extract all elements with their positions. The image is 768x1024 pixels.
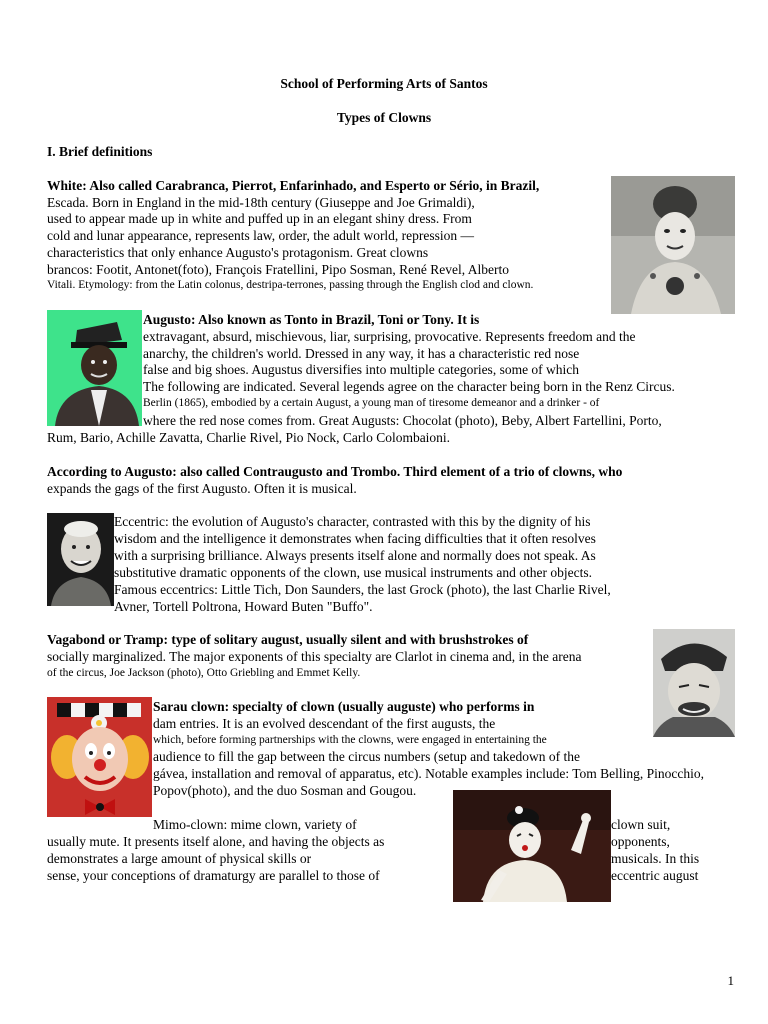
white-line: brancos: Footit, Antonet(foto), François Fratellini, Pipo Sosman, René Revel, Alberto bbox=[47, 262, 509, 277]
white-line: Escada. Born in England in the mid-18th century (Giuseppe and Joe Grimaldi), bbox=[47, 195, 475, 210]
mimo-line: sense, your conceptions of dramaturgy are parallel to those of bbox=[47, 868, 380, 883]
contraugusto-heading: According to Augusto: also called Contraugusto and Trombo. Third element of a trio of clowns, who bbox=[47, 464, 623, 479]
page-number: 1 bbox=[727, 973, 734, 988]
mime-photo bbox=[453, 790, 611, 902]
eccentric-line: wisdom and the intelligence it demonstrates when facing difficulties that it often resolves bbox=[114, 531, 596, 546]
mimo-right-line: musicals. In this bbox=[611, 851, 700, 866]
eccentric-line: with a surprising brilliance. Always presents itself alone and normally does not speak. As bbox=[114, 548, 596, 563]
vagabond-heading: Vagabond or Tramp: type of solitary august, usually silent and with brushstrokes of bbox=[47, 632, 529, 647]
vagabond-line: socially marginalized. The major exponents of this specialty are Clarlot in cinema and, in the arena bbox=[47, 649, 582, 664]
white-line: used to appear made up in white and puffed up in an elegant shiny dress. From bbox=[47, 211, 472, 226]
sarau-line: which, before forming partnerships with the clowns, were engaged in entertaining the bbox=[153, 734, 547, 746]
sarau-heading: Sarau clown: specialty of clown (usually auguste) who performs in bbox=[153, 699, 535, 714]
eccentric-line: Avner, Tortell Poltrona, Howard Buten "Buffo". bbox=[114, 599, 373, 614]
augusto-photo bbox=[47, 310, 142, 426]
vagabond-line: of the circus, Joe Jackson (photo), Otto Griebling and Emmet Kelly. bbox=[47, 667, 361, 679]
eccentric-line: Famous eccentrics: Little Tich, Don Saunders, the last Grock (photo), the last Charlie Rivel, bbox=[114, 582, 611, 597]
mimo-right-line: clown suit, bbox=[611, 817, 671, 832]
augusto-line: false and big shoes. Augustus diversifies into multiple categories, some of which bbox=[143, 362, 580, 377]
sarau-photo bbox=[47, 697, 152, 817]
white-line: Vitali. Etymology: from the Latin colonus, destripa-terrones, passing through the English clod and clown. bbox=[47, 279, 534, 291]
eccentric-photo bbox=[47, 513, 114, 606]
school-name: School of Performing Arts of Santos bbox=[280, 76, 488, 91]
augusto-line: where the red nose comes from. Great Augusts: Chocolat (photo), Beby, Albert Fartellini, Porto, bbox=[143, 413, 662, 428]
mimo-line: usually mute. It presents itself alone, and having the objects as bbox=[47, 834, 385, 849]
mimo-line: Mimo-clown: mime clown, variety of bbox=[153, 817, 357, 832]
section-heading: I. Brief definitions bbox=[47, 144, 153, 159]
contraugusto-line: expands the gags of the first Augusto. Often it is musical. bbox=[47, 481, 357, 496]
augusto-line: anarchy, the children's world. Dressed in any way, it has a characteristic red nose bbox=[143, 346, 580, 361]
augusto-heading: Augusto: Also known as Tonto in Brazil, Toni or Tony. It is bbox=[143, 312, 480, 327]
eccentric-line: substitutive dramatic opponents of the clown, use musical instruments and other objects. bbox=[114, 565, 593, 580]
mimo-right-line: opponents, bbox=[611, 834, 670, 849]
augusto-line: Berlin (1865), embodied by a certain August, a young man of tiresome demeanor and a drinker - of bbox=[143, 397, 600, 409]
sarau-line: dam entries. It is an evolved descendant of the first augusts, the bbox=[153, 716, 496, 731]
eccentric-line: Eccentric: the evolution of Augusto's character, contrasted with this by the dignity of his bbox=[114, 514, 591, 529]
sarau-line: audience to fill the gap between the circus numbers (setup and takedown of the bbox=[153, 749, 580, 764]
augusto-line: extravagant, absurd, mischievous, liar, surprising, provocative. Represents freedom and the bbox=[143, 329, 636, 344]
augusto-line: The following are indicated. Several legends agree on the character being born in the Renz Circus. bbox=[143, 379, 675, 394]
page-title: Types of Clowns bbox=[336, 110, 432, 125]
white-line: characteristics that only enhance Augusto's protagonism. Great clowns bbox=[47, 245, 429, 260]
tramp-photo bbox=[653, 629, 735, 737]
white-line: cold and lunar appearance, represents law, order, the adult world, repression — bbox=[47, 228, 475, 243]
mimo-right-line: eccentric august bbox=[611, 868, 699, 883]
white-heading: White: Also called Carabranca, Pierrot, Enfarinhado, and Esperto or Sério, in Brazil, bbox=[47, 178, 540, 193]
sarau-line: gávea, installation and removal of apparatus, etc). Notable examples include: Tom Belling, Pinocchio, bbox=[153, 766, 705, 781]
mimo-line: demonstrates a large amount of physical skills or bbox=[47, 851, 312, 866]
white-clown-photo bbox=[611, 176, 735, 314]
augusto-line: Rum, Bario, Achille Zavatta, Charlie Rivel, Pio Nock, Carlo Colombaioni. bbox=[47, 430, 451, 445]
sarau-line: Popov(photo), and the duo Sosman and Gougou. bbox=[153, 783, 417, 798]
